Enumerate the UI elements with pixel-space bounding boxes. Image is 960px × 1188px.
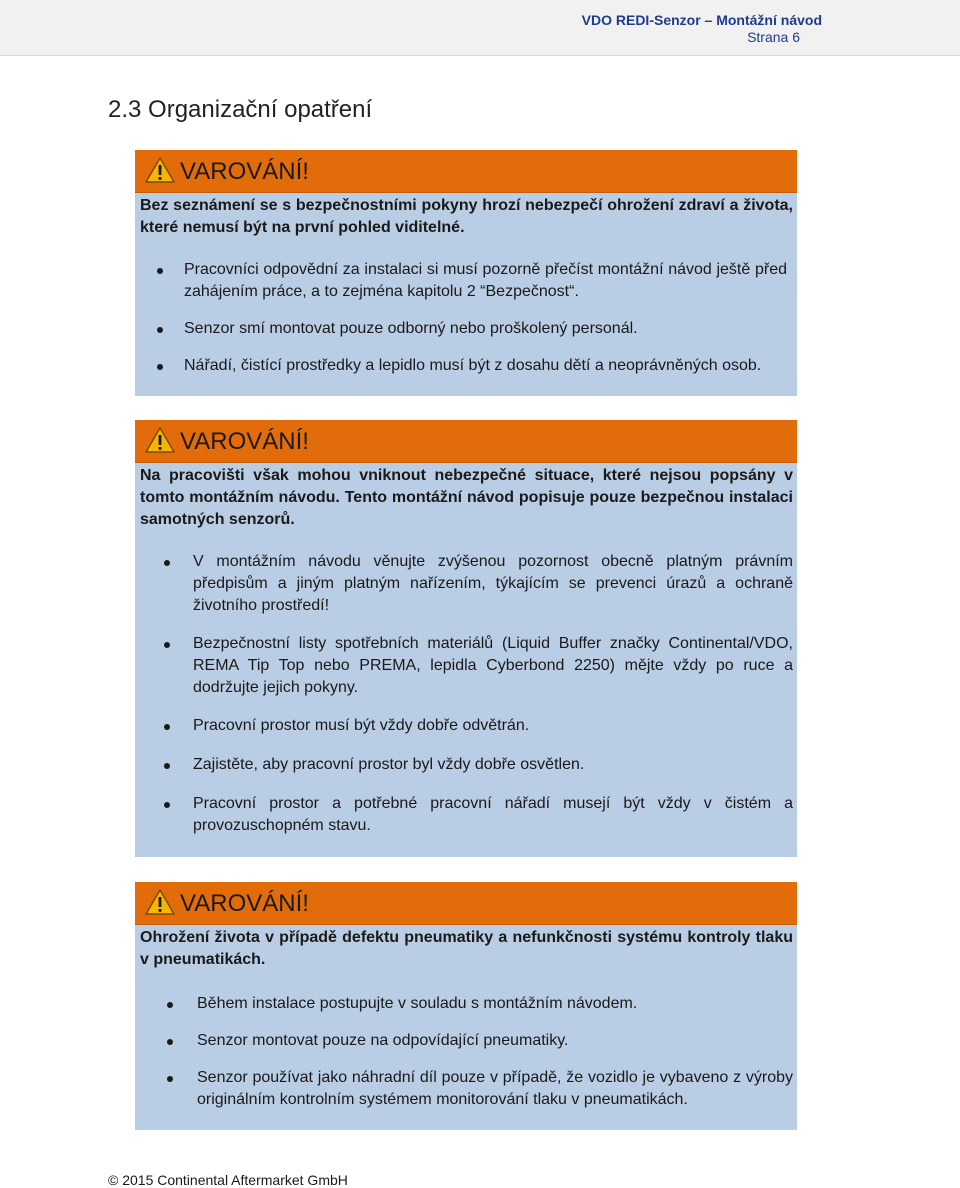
warning-intro-3: Ohrožení života v případě defektu pneumatiky a nefunkčnosti systému kontroly tlaku v pneumatikách.	[140, 929, 793, 968]
list-item: Senzor používat jako náhradní díl pouze v případě, že vozidlo je vybaveno z výroby originálním kontrolním systémem monitorování tlaku v pneumatikách.	[135, 1067, 797, 1111]
page-header	[0, 0, 960, 56]
page-number: Strana 6	[747, 29, 800, 45]
warning-list-2	[135, 551, 797, 837]
bullet-icon	[164, 802, 170, 808]
list-item: V montážním návodu věnujte zvýšenou pozornost obecně platným právním předpisům a jiným platným nařízením, týkajícím se prevenci úrazů a ochraně životního prostředí!	[135, 551, 797, 617]
warning-triangle-icon	[145, 426, 175, 454]
bullet-icon	[167, 1039, 173, 1045]
warning-triangle-icon	[145, 888, 175, 916]
bullet-icon	[164, 763, 170, 769]
bullet-icon	[157, 327, 163, 333]
warning-intro-2: Na pracovišti však mohou vniknout nebezpečné situace, které nejsou popsány v tomto montážním návodu. Tento montážní návod popisuje pouze bezpečnou instalaci samotných senzorů.	[140, 467, 793, 528]
bullet-icon	[164, 560, 170, 566]
bullet-icon	[164, 642, 170, 648]
footer-copyright: © 2015 Continental Aftermarket GmbH	[108, 1172, 348, 1188]
warning-box-2	[135, 420, 797, 857]
document-title: VDO REDI-Senzor – Montážní návod	[581, 12, 822, 28]
warning-header-2	[135, 420, 797, 463]
bullet-icon	[167, 1002, 173, 1008]
list-item: Senzor smí montovat pouze odborný nebo proškolený personál.	[135, 318, 797, 340]
warning-triangle-icon	[145, 156, 175, 184]
list-item: Nářadí, čistící prostředky a lepidlo musí být z dosahu dětí a neoprávněných osob.	[135, 355, 797, 377]
warning-title-3: VAROVÁNÍ!	[180, 890, 309, 917]
list-item: Zajistěte, aby pracovní prostor byl vždy dobře osvětlen.	[135, 754, 797, 776]
list-item: Pracovní prostor musí být vždy dobře odvětrán.	[135, 715, 797, 737]
warning-list-1	[135, 259, 797, 377]
warning-box-3	[135, 882, 797, 1130]
warning-box-1	[135, 150, 797, 396]
warning-header-3	[135, 882, 797, 925]
warning-title-2: VAROVÁNÍ!	[180, 428, 309, 455]
warning-header-1	[135, 150, 797, 193]
warning-title-1: VAROVÁNÍ!	[180, 158, 309, 185]
bullet-icon	[167, 1076, 173, 1082]
warning-intro-1: Bez seznámení se s bezpečnostními pokyny hrozí nebezpečí ohrožení zdraví a života, které nemusí být na první pohled viditelné.	[140, 197, 793, 236]
list-item: Senzor montovat pouze na odpovídající pneumatiky.	[135, 1030, 797, 1052]
bullet-icon	[157, 268, 163, 274]
bullet-icon	[164, 724, 170, 730]
list-item: Pracovníci odpovědní za instalaci si musí pozorně přečíst montážní návod ještě před zahájením práce, a to zejména kapitolu 2 “Bezpečnost“.	[135, 259, 797, 303]
list-item: Bezpečnostní listy spotřebních materiálů (Liquid Buffer značky Continental/VDO, REMA Tip Top nebo PREMA, lepidla Cyberbond 2250) mějte vždy po ruce a dodržujte jejich pokyny.	[135, 633, 797, 699]
section-title: 2.3 Organizační opatření	[108, 96, 373, 123]
list-item: Během instalace postupujte v souladu s montážním návodem.	[135, 993, 797, 1015]
list-item: Pracovní prostor a potřebné pracovní nářadí musejí být vždy v čistém a provozuschopném stavu.	[135, 793, 797, 837]
warning-list-3	[135, 993, 797, 1111]
bullet-icon	[157, 364, 163, 370]
